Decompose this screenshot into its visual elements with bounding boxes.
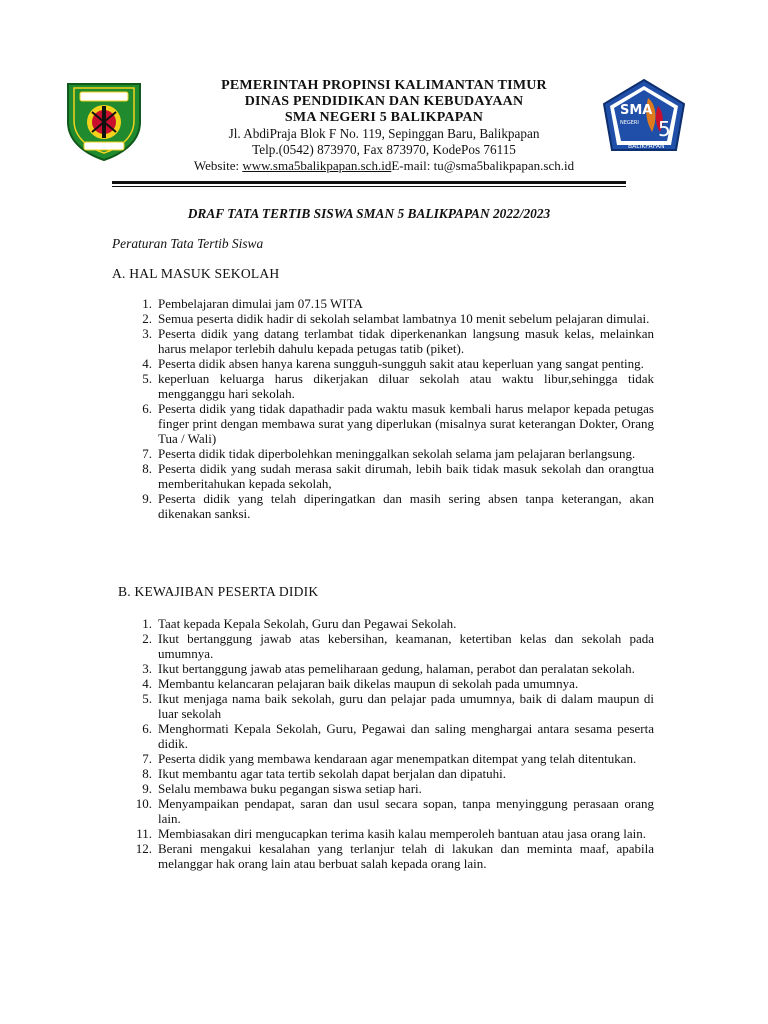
- school-emblem-icon: [600, 78, 688, 162]
- list-item-number: 8.: [142, 461, 152, 476]
- list-item-number: 3.: [142, 661, 152, 676]
- list-item-text: Berani mengakui kesalahan yang terlanjur telah di lakukan dan meminta maaf, apabila melanggar hak orang lain atau berbuat salah kepada orang lain.: [158, 841, 654, 871]
- website-label: Website:: [193, 158, 243, 173]
- school-name: SMA NEGERI 5 BALIKPAPAN: [284, 110, 484, 125]
- email-label: E-mail:: [391, 158, 434, 173]
- list-item: [112, 461, 654, 491]
- list-item-number: 3.: [142, 326, 152, 341]
- list-item: [112, 491, 654, 521]
- contact-line: [150, 158, 618, 174]
- list-item: [112, 781, 654, 796]
- government-name: PEMERINTAH PROPINSI KALIMANTAN TIMUR: [221, 78, 547, 93]
- list-item: [112, 631, 654, 661]
- list-item-number: 5.: [142, 371, 152, 386]
- section-a-heading: A. HAL MASUK SEKOLAH: [112, 266, 280, 281]
- list-item-number: 4.: [142, 356, 152, 371]
- list-item-text: Peserta didik yang membawa kendaraan agar menempatkan ditempat yang telah ditentukan.: [158, 751, 637, 766]
- list-item-number: 5.: [142, 691, 152, 706]
- list-item: [112, 401, 654, 446]
- letterhead-divider-thin: [112, 186, 626, 187]
- list-item-text: Peserta didik absen hanya karena sungguh-sungguh sakit atau keperluan yang sangat penting.: [158, 356, 644, 371]
- section-b-heading: B. KEWAJIBAN PESERTA DIDIK: [118, 584, 319, 599]
- list-item-number: 9.: [142, 491, 152, 506]
- list-item-number: 6.: [142, 401, 152, 416]
- list-item-text: Ikut bertanggung jawab atas kebersihan, keamanan, ketertiban kelas dan sekolah pada umumnya.: [158, 631, 654, 661]
- list-item-text: Pembelajaran dimulai jam 07.15 WITA: [158, 296, 363, 311]
- list-item-text: Peserta didik yang sudah merasa sakit dirumah, lebih baik tidak masuk sekolah dan orangtua memberitahukan kepada sekolah,: [158, 461, 654, 491]
- kaltim-province-emblem-icon: [62, 78, 146, 162]
- list-item-text: Taat kepada Kepala Sekolah, Guru dan Pegawai Sekolah.: [158, 616, 457, 631]
- document-subtitle: Peraturan Tata Tertib Siswa: [112, 236, 264, 251]
- list-item: [112, 766, 654, 781]
- list-item-text: Ikut bertanggung jawab atas pemeliharaan gedung, halaman, perabot dan peralatan sekolah.: [158, 661, 635, 676]
- list-item: [112, 326, 654, 356]
- list-item-text: Peserta didik yang telah diperingatkan dan masih sering absen tanpa keterangan, akan dikenakan sanksi.: [158, 491, 654, 521]
- list-item-text: Peserta didik yang datang terlambat tidak diperkenankan langsung masuk kelas, melainkan harus melapor terlebih dahulu kepada petugas tatib (piket).: [158, 326, 654, 356]
- list-item: [112, 371, 654, 401]
- list-item: [112, 616, 654, 631]
- list-item-text: Menyampaikan pendapat, saran dan usul secara sopan, tanpa menyinggung perasaan orang lain.: [158, 796, 654, 826]
- list-item-text: Peserta didik tidak diperbolehkan meninggalkan sekolah selama jam pelajaran berlangsung.: [158, 446, 636, 461]
- section-b-list: [112, 616, 654, 871]
- list-item-number: 9.: [142, 781, 152, 796]
- list-item-text: Membantu kelancaran pelajaran baik dikelas maupun di sekolah pada umumnya.: [158, 676, 579, 691]
- list-item-number: 8.: [142, 766, 152, 781]
- list-item-number: 7.: [142, 446, 152, 461]
- emblem-number-text: 5: [658, 117, 671, 141]
- list-item-text: Selalu membawa buku pegangan siswa setiap hari.: [158, 781, 422, 796]
- emblem-negeri-text: NEGERI: [620, 120, 639, 126]
- list-item-text: Ikut menjaga nama baik sekolah, guru dan pelajar pada umumnya, baik di dalam maupun di luar sekolah: [158, 691, 654, 721]
- list-item: [112, 841, 654, 871]
- list-item-text: Membiasakan diri mengucapkan terima kasih kalau memperoleh bantuan atau jasa orang lain.: [158, 826, 647, 841]
- list-item-text: keperluan keluarga harus dikerjakan diluar sekolah atau waktu libur,sehingga tidak mengganggu hari sekolah.: [158, 371, 654, 401]
- document-title: DRAF TATA TERTIB SISWA SMAN 5 BALIKPAPAN 2022/2023: [187, 206, 551, 221]
- department-name: DINAS PENDIDIKAN DAN KEBUDAYAAN: [244, 94, 524, 109]
- list-item: [112, 311, 654, 326]
- list-item-number: 1.: [142, 616, 152, 631]
- list-item-number: 4.: [142, 676, 152, 691]
- list-item: [112, 721, 654, 751]
- letterhead-divider-thick: [112, 181, 626, 184]
- list-item-text: Menghormati Kepala Sekolah, Guru, Pegawai dan saling menghargai antara sesama peserta didik.: [158, 721, 654, 751]
- list-item: [112, 751, 654, 766]
- website-link[interactable]: www.sma5balikpapan.sch.id: [242, 158, 392, 173]
- list-item: [112, 446, 654, 461]
- school-address: Jl. AbdiPraja Blok F No. 119, Sepinggan Baru, Balikpapan: [228, 126, 540, 141]
- list-item-number: 10.: [135, 796, 152, 811]
- list-item-text: Ikut membantu agar tata tertib sekolah dapat berjalan dan dipatuhi.: [158, 766, 506, 781]
- emblem-city-text: BALIKPAPAN: [628, 143, 665, 150]
- list-item: [112, 356, 654, 371]
- school-phone: Telp.(0542) 873970, Fax 873970, KodePos 76115: [252, 142, 516, 157]
- emblem-sma-text: SMA: [620, 103, 653, 118]
- list-item: [112, 691, 654, 721]
- list-item: [112, 826, 654, 841]
- section-a-list: [112, 296, 654, 521]
- letterhead: [150, 78, 618, 174]
- list-item: [112, 661, 654, 676]
- list-item: [112, 296, 654, 311]
- list-item-number: 7.: [142, 751, 152, 766]
- list-item-number: 11.: [136, 826, 152, 841]
- list-item-text: Peserta didik yang tidak dapathadir pada waktu masuk kembali harus melapor kepada petugas finger print dengan membawa surat yang diperlukan (misalnya surat keterangan Dokter, Orang Tua / Wali): [158, 401, 654, 446]
- list-item-number: 1.: [142, 296, 152, 311]
- list-item-number: 12.: [135, 841, 152, 856]
- list-item-number: 2.: [142, 311, 152, 326]
- list-item: [112, 676, 654, 691]
- email-address: tu@sma5balikpapan.sch.id: [433, 158, 575, 173]
- list-item-text: Semua peserta didik hadir di sekolah selambat lambatnya 10 menit sebelum pelajaran dimulai.: [158, 311, 650, 326]
- list-item-number: 2.: [142, 631, 152, 646]
- list-item: [112, 796, 654, 826]
- list-item-number: 6.: [142, 721, 152, 736]
